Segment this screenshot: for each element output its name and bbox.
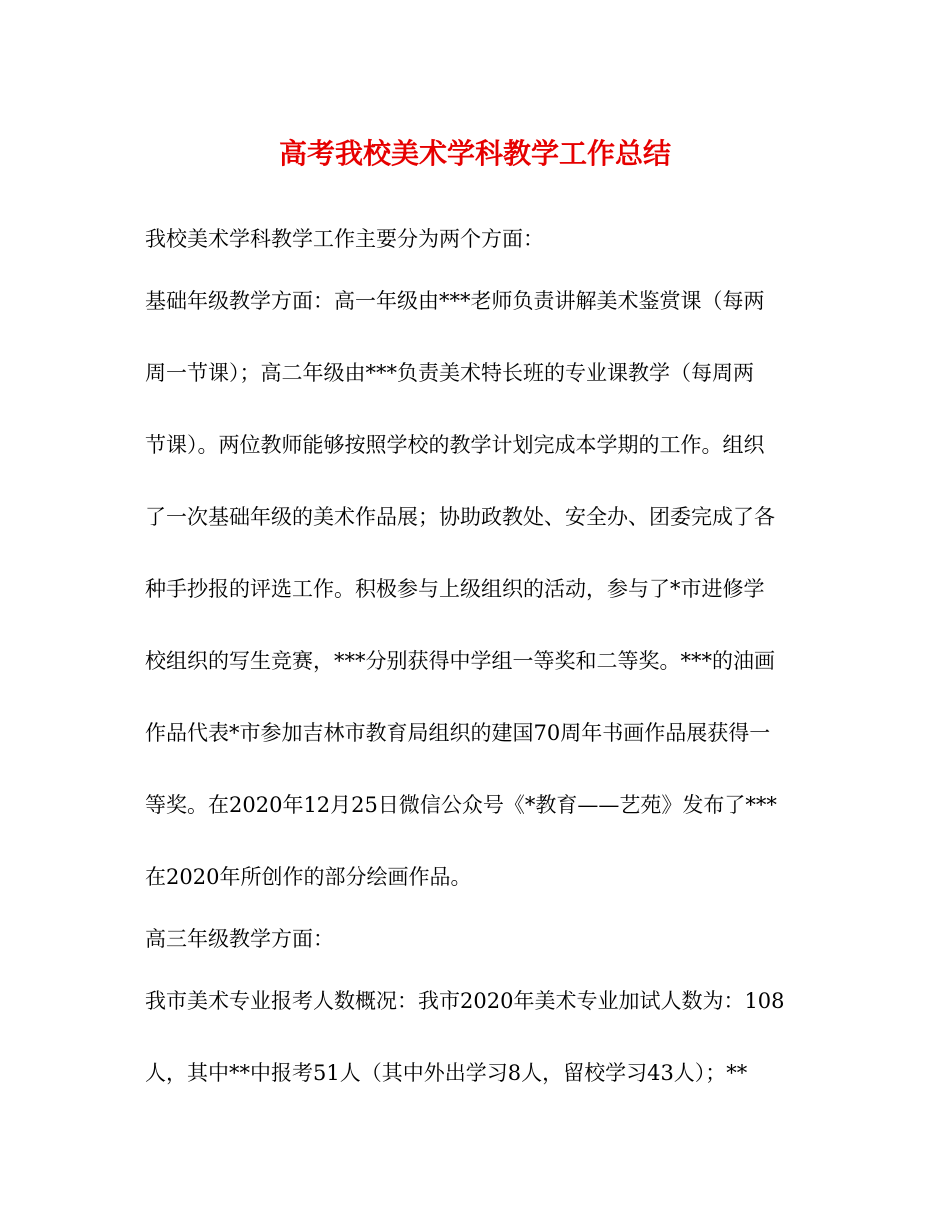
document-title: 高考我校美术学科教学工作总结 bbox=[278, 137, 671, 170]
paragraph-line: 了一次基础年级的美术作品展；协助政教处、安全办、团委完成了各 bbox=[145, 505, 775, 529]
paragraph-line: 作品代表*市参加吉林市教育局组织的建国70周年书画作品展获得一 bbox=[145, 721, 771, 745]
paragraph-line: 基础年级教学方面：高一年级由***老师负责讲解美术鉴赏课（每两 bbox=[145, 289, 765, 313]
paragraph-line-intro: 我校美术学科教学工作主要分为两个方面： bbox=[145, 227, 544, 251]
paragraph-line: 我市美术专业报考人数概况：我市2020年美术专业加试人数为：108 bbox=[145, 989, 785, 1013]
paragraph-line: 周一节课）；高二年级由***负责美术特长班的专业课教学（每周两 bbox=[145, 361, 754, 385]
section-heading: 高三年级教学方面： bbox=[145, 927, 334, 951]
paragraph-line: 校组织的写生竞赛，***分别获得中学组一等奖和二等奖。***的油画 bbox=[145, 649, 775, 673]
paragraph-line: 节课）。两位教师能够按照学校的教学计划完成本学期的工作。组织 bbox=[145, 433, 765, 457]
paragraph-line: 等奖。在2020年12月25日微信公众号《*教育——艺苑》发布了*** bbox=[145, 793, 777, 817]
paragraph-line: 种手抄报的评选工作。积极参与上级组织的活动，参与了*市进修学 bbox=[145, 577, 765, 601]
paragraph-line: 人，其中**中报考51人（其中外出学习8人，留校学习43人）；** bbox=[145, 1061, 748, 1085]
paragraph-line: 在2020年所创作的部分绘画作品。 bbox=[145, 865, 472, 889]
